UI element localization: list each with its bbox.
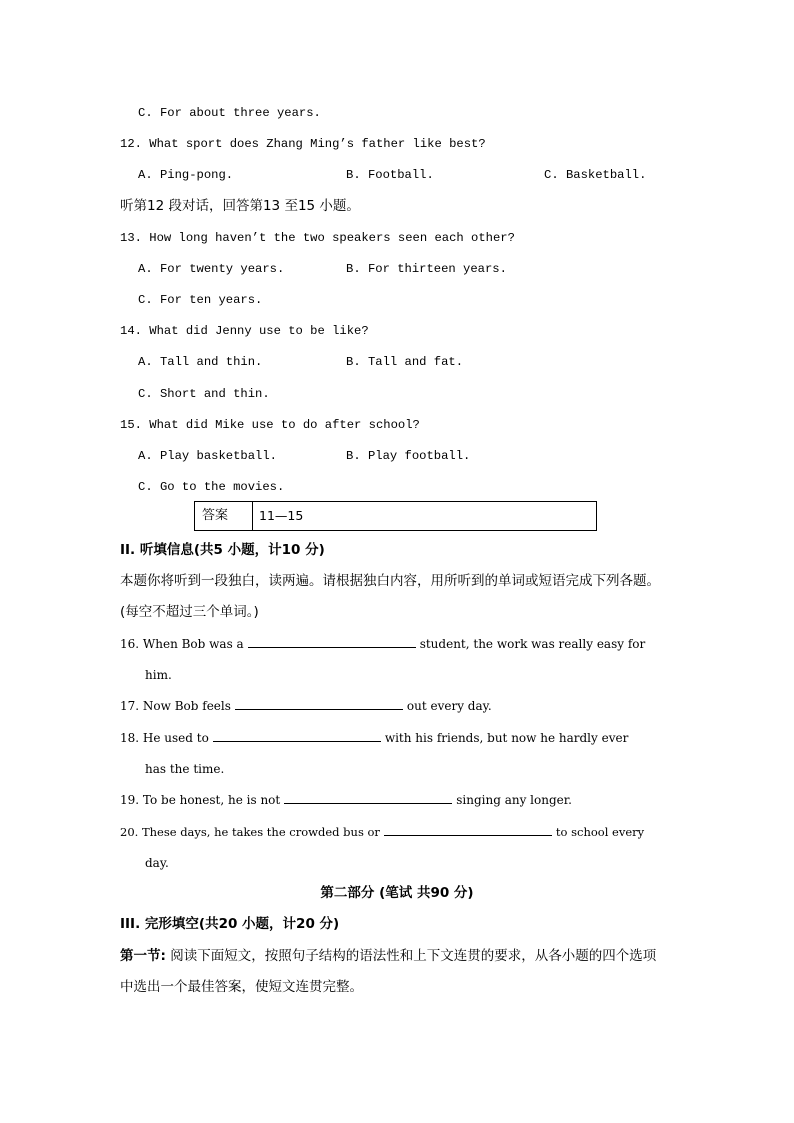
dialog-12-instruction: 听第12 段对话，回答第13 至15 小题。 <box>120 198 360 214</box>
q17 <box>120 697 492 715</box>
section-2-instruction: 本题你将听到一段独白，读两遍。请根据独白内容，用所听到的单词或短语完成下列各题。 <box>120 573 660 589</box>
q16 <box>120 635 645 653</box>
q20-blank[interactable] <box>384 823 552 836</box>
q18-text-before: 18. He used to <box>120 731 209 745</box>
q15-option-a: A. Play basketball. <box>138 449 277 463</box>
q15-option-b: B. Play football. <box>346 449 471 463</box>
q13-option-c: C. For ten years. <box>138 293 263 307</box>
q18-continuation: has the time. <box>145 762 225 776</box>
answer-box <box>194 501 597 531</box>
section-2-instruction-note: (每空不超过三个单词。) <box>120 604 259 620</box>
q19-text-after: singing any longer. <box>456 793 572 807</box>
q16-blank[interactable] <box>248 635 416 648</box>
section-3-instruction-text: 阅读下面短文，按照句子结构的语法性和上下文连贯的要求，从各小题的四个选项 <box>165 948 657 964</box>
q16-text-after: student, the work was really easy for <box>419 637 646 651</box>
section-3-heading: III. 完形填空(共20 小题，计20 分) <box>120 916 340 932</box>
section-2-heading: II. 听填信息(共5 小题，计10 分) <box>120 542 325 558</box>
q19-text-before: 19. To be honest, he is not <box>120 793 281 807</box>
q13-option-a: A. For twenty years. <box>138 262 285 276</box>
q15-option-c: C. Go to the movies. <box>138 480 285 494</box>
q13-question: 13. How long haven’t the two speakers seen each other? <box>120 231 515 245</box>
q15-question: 15. What did Mike use to do after school? <box>120 418 420 432</box>
q17-text-before: 17. Now Bob feels <box>120 699 231 713</box>
q12-option-b: B. Football. <box>346 168 434 182</box>
q12-question: 12. What sport does Zhang Ming’s father like best? <box>120 137 486 151</box>
q20 <box>120 823 644 841</box>
answer-box-range: 11—15 <box>259 508 304 523</box>
section-3-instruction <box>120 947 656 965</box>
answer-box-label: 答案 <box>195 502 253 530</box>
q18-blank[interactable] <box>213 729 381 742</box>
q12-option-c: C. Basketball. <box>544 168 647 182</box>
section-3-instruction-cont: 中选出一个最佳答案，使短文连贯完整。 <box>120 979 363 995</box>
q18 <box>120 729 628 747</box>
q14-option-a: A. Tall and thin. <box>138 355 263 369</box>
q11-option-c: C. For about three years. <box>138 106 321 120</box>
q20-text-before: 20. These days, he takes the crowded bus or <box>120 825 380 839</box>
q16-text-before: 16. When Bob was a <box>120 637 244 651</box>
q12-option-a: A. Ping-pong. <box>138 168 234 182</box>
q18-text-after: with his friends, but now he hardly ever <box>384 731 629 745</box>
section-3-part-1-label: 第一节: <box>120 948 166 964</box>
q13-option-b: B. For thirteen years. <box>346 262 507 276</box>
part-2-title: 第二部分 (笔试 共90 分) <box>320 885 474 901</box>
q16-continuation: him. <box>145 668 172 682</box>
q19 <box>120 791 572 809</box>
q17-blank[interactable] <box>235 697 403 710</box>
q14-question: 14. What did Jenny use to be like? <box>120 324 369 338</box>
q14-option-b: B. Tall and fat. <box>346 355 464 369</box>
q17-text-after: out every day. <box>406 699 492 713</box>
q19-blank[interactable] <box>284 791 452 804</box>
q20-text-after: to school every <box>555 825 645 839</box>
q14-option-c: C. Short and thin. <box>138 387 270 401</box>
q20-continuation: day. <box>145 856 169 870</box>
